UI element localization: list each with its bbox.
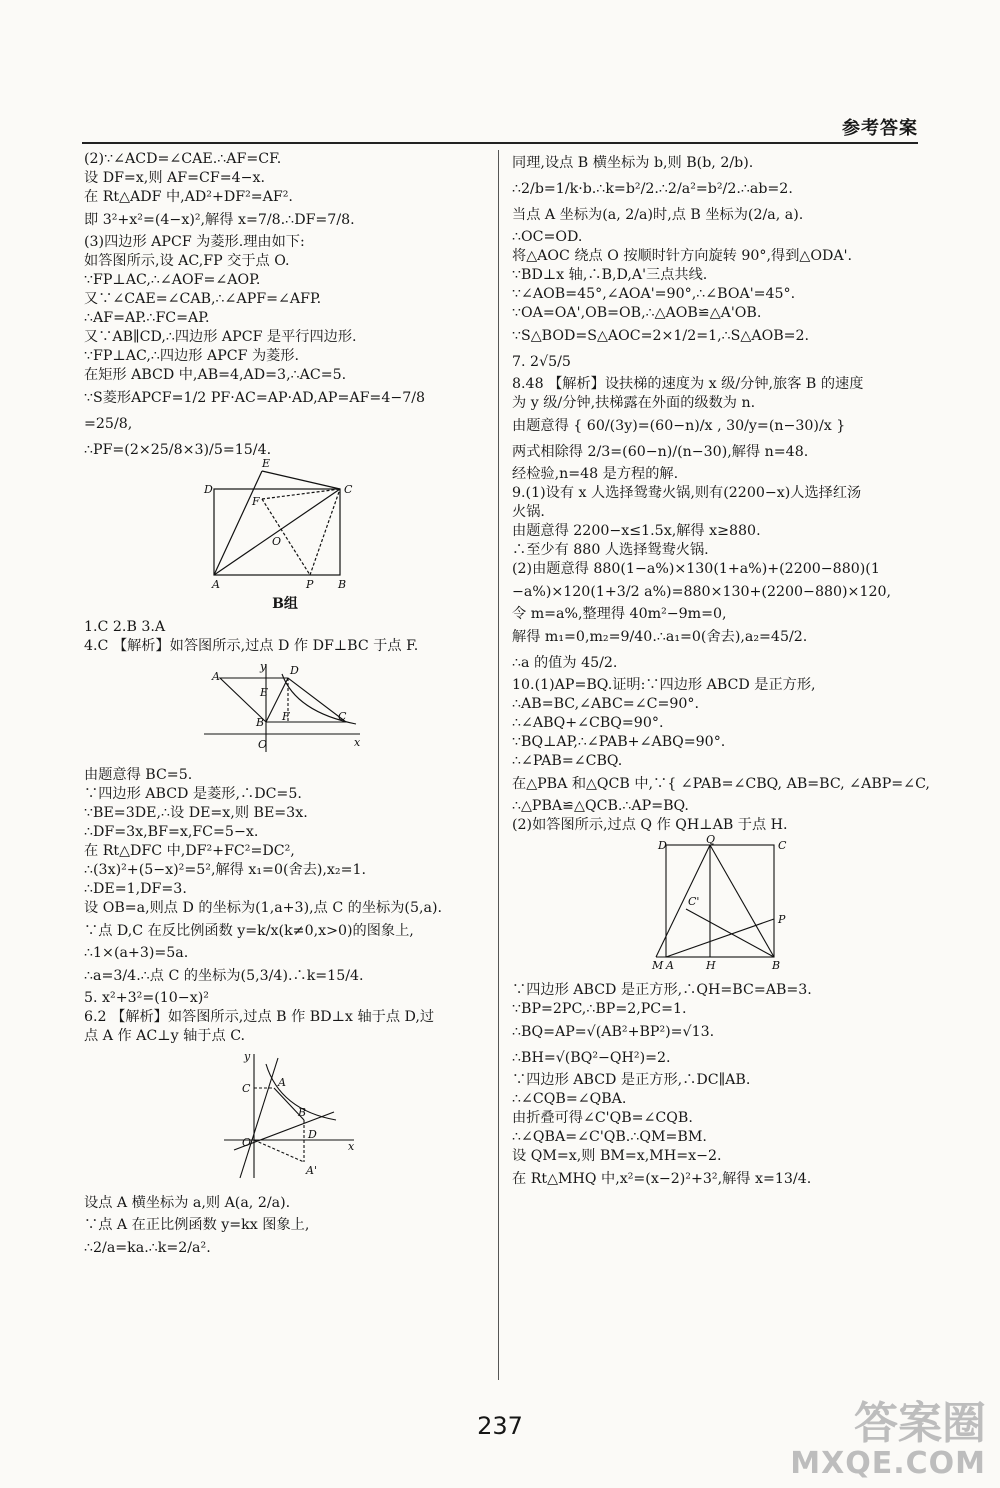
text-line: 在 Rt△DFC 中,DF²+FC²=DC², [84, 843, 295, 859]
label-a: A [666, 959, 674, 972]
text-line: 在 Rt△MHQ 中,x²=(x−2)²+3²,解得 x=13/4. [512, 1171, 812, 1187]
text-line: 经检验,n=48 是方程的解. [512, 466, 679, 482]
label-o: O [258, 738, 268, 751]
figure-rectangle-abcd [84, 457, 486, 614]
label-c: C [338, 710, 347, 723]
text-line: 同理,设点 B 横坐标为 b,则 B(b, 2/b). [512, 155, 754, 171]
figure-coordinate-oab [84, 1050, 486, 1186]
text-line: 即 3²+x²=(4−x)²,解得 x=7/8.∴DF=7/8. [84, 212, 355, 228]
text-line: ∵BP=2PC,∴BP=2,PC=1. [512, 1001, 687, 1017]
header-rule [82, 142, 918, 144]
label-e: E [262, 457, 271, 470]
watermark [790, 1400, 986, 1480]
text-line: 8.48 【解析】设扶梯的速度为 x 级/分钟,旅客 B 的速度 [512, 376, 864, 392]
text-line: ∴DF=3x,BF=x,FC=5−x. [84, 824, 259, 840]
label-o: O [272, 535, 282, 548]
figure-4-svg [512, 833, 920, 972]
label-x: x [348, 1140, 355, 1153]
label-b: B [256, 716, 265, 729]
text-line: −a%)×120(1+3/2 a%)=880×130+(2200−880)×120, [512, 584, 892, 600]
text-line: 由折叠可得∠C'QB=∠CQB. [512, 1110, 693, 1126]
text-line: ∴(3x)²+(5−x)²=5²,解得 x₁=0(舍去),x₂=1. [84, 862, 367, 878]
text-line: 为 y 级/分钟,扶梯露在外面的级数为 n. [512, 395, 756, 411]
label-d: D [290, 664, 299, 677]
text-line: ∴2/b=1/k·b.∴k=b²/2.∴2/a²=b²/2.∴ab=2. [512, 181, 793, 197]
right-column [512, 150, 930, 1192]
text-line: 在△PBA 和△QCB 中,∵{ ∠PAB=∠CBQ, AB=BC, ∠ABP=∠C, [512, 776, 930, 792]
text-line: =25/8, [84, 416, 133, 432]
text-line: ∴∠CQB=∠QBA. [512, 1091, 627, 1107]
text-line: ∵∠AOB=45°,∠AOA'=90°,∴∠BOA'=45°. [512, 286, 796, 302]
text-line: 设 OB=a,则点 D 的坐标为(1,a+3),点 C 的坐标为(5,a). [84, 900, 443, 916]
label-b: B [298, 1106, 307, 1119]
text-line: ∴△PBA≌△QCB.∴AP=BQ. [512, 798, 689, 814]
column-divider [498, 150, 499, 1380]
line-ae [214, 471, 262, 575]
text-line: ∵点 A 在正比例函数 y=kx 图象上, [84, 1217, 310, 1233]
text-line: 设 QM=x,则 BM=x,MH=x−2. [512, 1148, 722, 1164]
text-line: ∵点 D,C 在反比例函数 y=k/x(k≠0,x>0)的图象上, [84, 923, 414, 939]
text-line: ∴BQ=AP=√(AB²+BP²)=√13. [512, 1024, 715, 1040]
header-title: 参考答案 [842, 118, 918, 139]
label-y: y [260, 660, 267, 673]
text-line: 又∵AB∥CD,∴四边形 APCF 是平行四边形. [84, 329, 357, 345]
text-line: ∴1×(a+3)=5a. [84, 945, 189, 961]
figure-1-svg [84, 457, 486, 591]
text-line: 将△AOC 绕点 O 按顺时针方向旋转 90°,得到△ODA'. [512, 248, 852, 264]
text-line: 10.(1)AP=BQ.证明:∵四边形 ABCD 是正方形, [512, 677, 816, 693]
text-line: 如答图所示,设 AC,FP 交于点 O. [84, 253, 290, 269]
text-line: ∵四边形 ABCD 是正方形,∴QH=BC=AB=3. [512, 982, 812, 998]
line-oa-prime [254, 1140, 304, 1162]
text-line: ∴∠QBA=∠C'QB.∴QM=BM. [512, 1129, 707, 1145]
text-line: 令 m=a%,整理得 40m²−9m=0, [512, 606, 727, 622]
text-line: ∴OC=OD. [512, 229, 583, 245]
line-qb [710, 845, 774, 957]
text-line: ∵FP⊥AC,∴∠AOF=∠AOP. [84, 272, 261, 288]
text-line: 1.C 2.B 3.A [84, 619, 166, 635]
text-line: ∵BD⊥x 轴,∴B,D,A'三点共线. [512, 267, 708, 283]
text-line: ∴至少有 880 人选择鸳鸯火锅. [512, 542, 709, 558]
label-p: P [778, 913, 786, 926]
text-line: 由题意得 BC=5. [84, 767, 193, 783]
label-a: A [212, 578, 220, 591]
text-line: ∴AB=BC,∠ABC=∠C=90°. [512, 696, 699, 712]
label-a: A [278, 1076, 286, 1089]
label-d: D [204, 483, 213, 496]
label-y: y [244, 1050, 251, 1063]
label-a: A [212, 670, 220, 683]
label-d: D [308, 1128, 317, 1141]
line-ap [666, 919, 774, 957]
text-line: 由题意得 2200−x≤1.5x,解得 x≥880. [512, 523, 761, 539]
line-qm [656, 845, 710, 957]
text-line: ∴a=3/4.∴点 C 的坐标为(5,3/4).∴k=15/4. [84, 968, 364, 984]
left-column [84, 150, 486, 1261]
text-line: (2)如答图所示,过点 Q 作 QH⊥AB 于点 H. [512, 817, 788, 833]
label-o: O [242, 1136, 252, 1149]
text-line: ∵四边形 ABCD 是正方形,∴DC∥AB. [512, 1072, 751, 1088]
text-line: 7. 2√5/5 [512, 354, 571, 370]
text-line: ∴∠ABQ+∠CBQ=90°. [512, 715, 664, 731]
text-line: ∴DE=1,DF=3. [84, 881, 187, 897]
text-line: 6.2 【解析】如答图所示,过点 B 作 BD⊥x 轴于点 D,过 [84, 1009, 435, 1025]
section-caption: B组 [272, 596, 298, 612]
figure-square-fold [512, 833, 920, 977]
label-m: M [652, 959, 664, 972]
page-number: 237 [477, 1412, 523, 1440]
label-h: H [706, 959, 716, 972]
label-c: C [344, 483, 353, 496]
label-q: Q [706, 833, 716, 846]
text-line: 设 DF=x,则 AF=CF=4−x. [84, 170, 266, 186]
label-f: F [252, 495, 260, 508]
text-line: 4.C 【解析】如答图所示,过点 D 作 DF⊥BC 于点 F. [84, 638, 419, 654]
watermark-logo-text: 答案圈 [854, 1398, 986, 1449]
text-line: ∴∠PAB=∠CBQ. [512, 753, 623, 769]
label-c-prime: C' [688, 895, 700, 908]
watermark-url: MXQE.COM [790, 1446, 986, 1481]
text-line: ∵BQ⊥AP,∴∠PAB+∠ABQ=90°. [512, 734, 726, 750]
label-p: P [306, 578, 314, 591]
text-line: 两式相除得 2/3=(60−n)/(n−30),解得 n=48. [512, 444, 809, 460]
text-line: 火锅. [512, 504, 545, 520]
label-c: C [242, 1082, 251, 1095]
label-e: E [260, 686, 269, 699]
text-line: 由题意得 { 60/(3y)=(60−n)/x , 30/y=(n−30)/x } [512, 418, 846, 434]
text-line: ∵S△BOD=S△AOC=2×1/2=1,∴S△AOB=2. [512, 328, 810, 344]
text-line: 点 A 作 AC⊥y 轴于点 C. [84, 1028, 246, 1044]
text-line: ∴BH=√(BQ²−QH²)=2. [512, 1050, 671, 1066]
figure-2-svg [84, 660, 486, 756]
text-line: ∵S菱形APCF=1/2 PF·AC=AP·AD,AP=AF=4−7/8 [84, 390, 426, 406]
text-line: 又∵∠CAE=∠CAB,∴∠APF=∠AFP. [84, 291, 322, 307]
text-line: 5. x²+3²=(10−x)² [84, 990, 209, 1006]
label-b: B [338, 578, 347, 591]
line-pc [310, 489, 340, 575]
text-line: ∴2/a=ka.∴k=2/a². [84, 1240, 211, 1256]
text-line: ∵FP⊥AC,∴四边形 APCF 为菱形. [84, 348, 300, 364]
label-a-prime: A' [306, 1164, 317, 1177]
text-line: ∵OA=OA',OB=OB,∴△AOB≌△A'OB. [512, 305, 762, 321]
text-line: 在矩形 ABCD 中,AB=4,AD=3,∴AC=5. [84, 367, 347, 383]
label-c: C [778, 839, 787, 852]
text-line: ∵四边形 ABCD 是菱形,∴DC=5. [84, 786, 302, 802]
text-line: ∵BE=3DE,∴设 DE=x,则 BE=3x. [84, 805, 308, 821]
text-line: (3)四边形 APCF 为菱形.理由如下: [84, 234, 305, 250]
label-f: F [282, 710, 290, 723]
text-line: 当点 A 坐标为(a, 2/a)时,点 B 坐标为(2/a, a). [512, 207, 804, 223]
diagonal-ac [214, 489, 340, 575]
line-oa [240, 1058, 278, 1178]
label-d: D [658, 839, 667, 852]
line-ec [262, 471, 340, 489]
text-line: 9.(1)设有 x 人选择鸳鸯火锅,则有(2200−x)人选择红汤 [512, 485, 862, 501]
text-line: (2)∵∠ACD=∠CAE.∴AF=CF. [84, 151, 282, 167]
text-line: ∴a 的值为 45/2. [512, 655, 618, 671]
text-line: 设点 A 横坐标为 a,则 A(a, 2/a). [84, 1195, 291, 1211]
text-line: (2)由题意得 880(1−a%)×130(1+a%)+(2200−880)(1 [512, 561, 880, 577]
label-x: x [354, 736, 361, 749]
label-b: B [772, 959, 781, 972]
text-line: 在 Rt△ADF 中,AD²+DF²=AF². [84, 189, 293, 205]
figure-rhombus-axes [84, 660, 486, 762]
text-line: ∴PF=(2×25/8×3)/5=15/4. [84, 442, 272, 458]
text-line: ∴AF=AP.∴FC=AP. [84, 310, 210, 326]
figure-3-svg [84, 1050, 486, 1180]
text-line: 解得 m₁=0,m₂=9/40.∴a₁=0(舍去),a₂=45/2. [512, 629, 808, 645]
